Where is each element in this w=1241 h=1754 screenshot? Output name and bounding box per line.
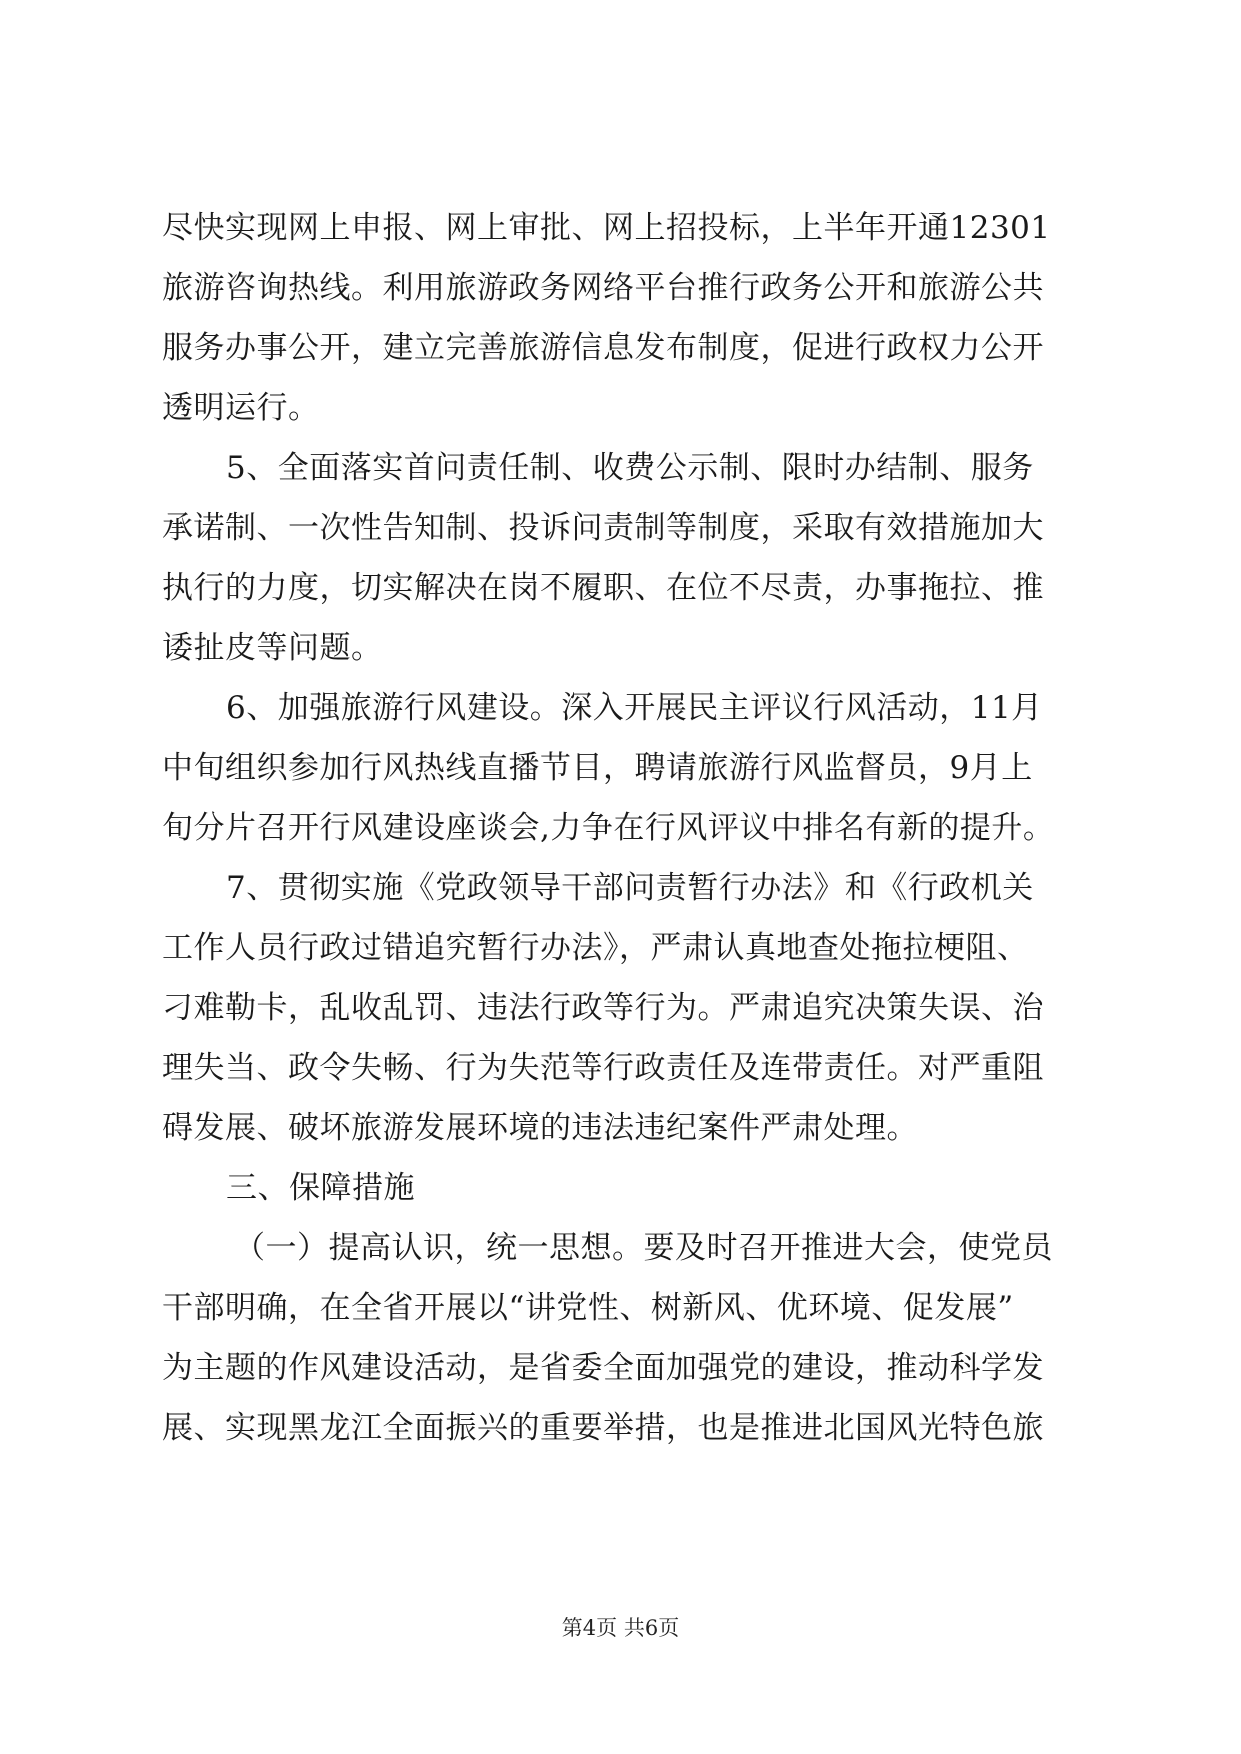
paragraph-5-line-4: 诿扯皮等问题。 [162,630,383,666]
paragraph-6-line-1: 6、加强旅游行风建设。深入开展民主评议行风活动，11月 [226,690,1043,726]
paragraph-measure-1-line-3: 为主题的作风建设活动，是省委全面加强党的建设，推动科学发 [162,1350,1044,1386]
paragraph-5-line-1: 5、全面落实首问责任制、收费公示制、限时办结制、服务 [226,450,1034,486]
paragraph-7-line-1: 7、贯彻实施《党政领导干部问责暂行办法》和《行政机关 [226,870,1034,906]
paragraph-7-line-4: 理失当、政令失畅、行为失范等行政责任及连带责任。对严重阻 [162,1050,1044,1086]
paragraph-6-line-2: 中旬组织参加行风热线直播节目，聘请旅游行风监督员，9月上 [162,750,1033,786]
page-footer: 第4页 共6页 [561,1616,680,1640]
paragraph-measure-1-line-1: （一）提高认识，统一思想。要及时召开推进大会，使党员 [234,1230,1053,1266]
text-line-2: 旅游咨询热线。利用旅游政务网络平台推行政务公开和旅游公共 [162,270,1044,306]
text-line-1: 尽快实现网上申报、网上审批、网上招投标，上半年开通12301 [162,210,1051,246]
paragraph-measure-1-line-2: 干部明确，在全省开展以“讲党性、树新风、优环境、促发展” [162,1290,1014,1326]
paragraph-6-line-3: 旬分片召开行风建设座谈会,力争在行风评议中排名有新的提升。 [162,810,1055,846]
paragraph-5-line-2: 承诺制、一次性告知制、投诉问责制等制度，采取有效措施加大 [162,510,1044,546]
paragraph-5-line-3: 执行的力度，切实解决在岗不履职、在位不尽责，办事拖拉、推 [162,570,1044,606]
text-line-4: 透明运行。 [162,390,320,426]
text-line-3: 服务办事公开，建立完善旅游信息发布制度，促进行政权力公开 [162,330,1044,366]
paragraph-7-line-5: 碍发展、破坏旅游发展环境的违法违纪案件严肃处理。 [162,1110,918,1146]
section-heading: 三、保障措施 [226,1170,415,1206]
paragraph-7-line-2: 工作人员行政过错追究暂行办法》，严肃认真地查处拖拉梗阻、 [162,930,1029,966]
paragraph-7-line-3: 刁难勒卡，乱收乱罚、违法行政等行为。严肃追究决策失误、治 [162,990,1044,1026]
paragraph-measure-1-line-4: 展、实现黑龙江全面振兴的重要举措，也是推进北国风光特色旅 [162,1410,1044,1446]
